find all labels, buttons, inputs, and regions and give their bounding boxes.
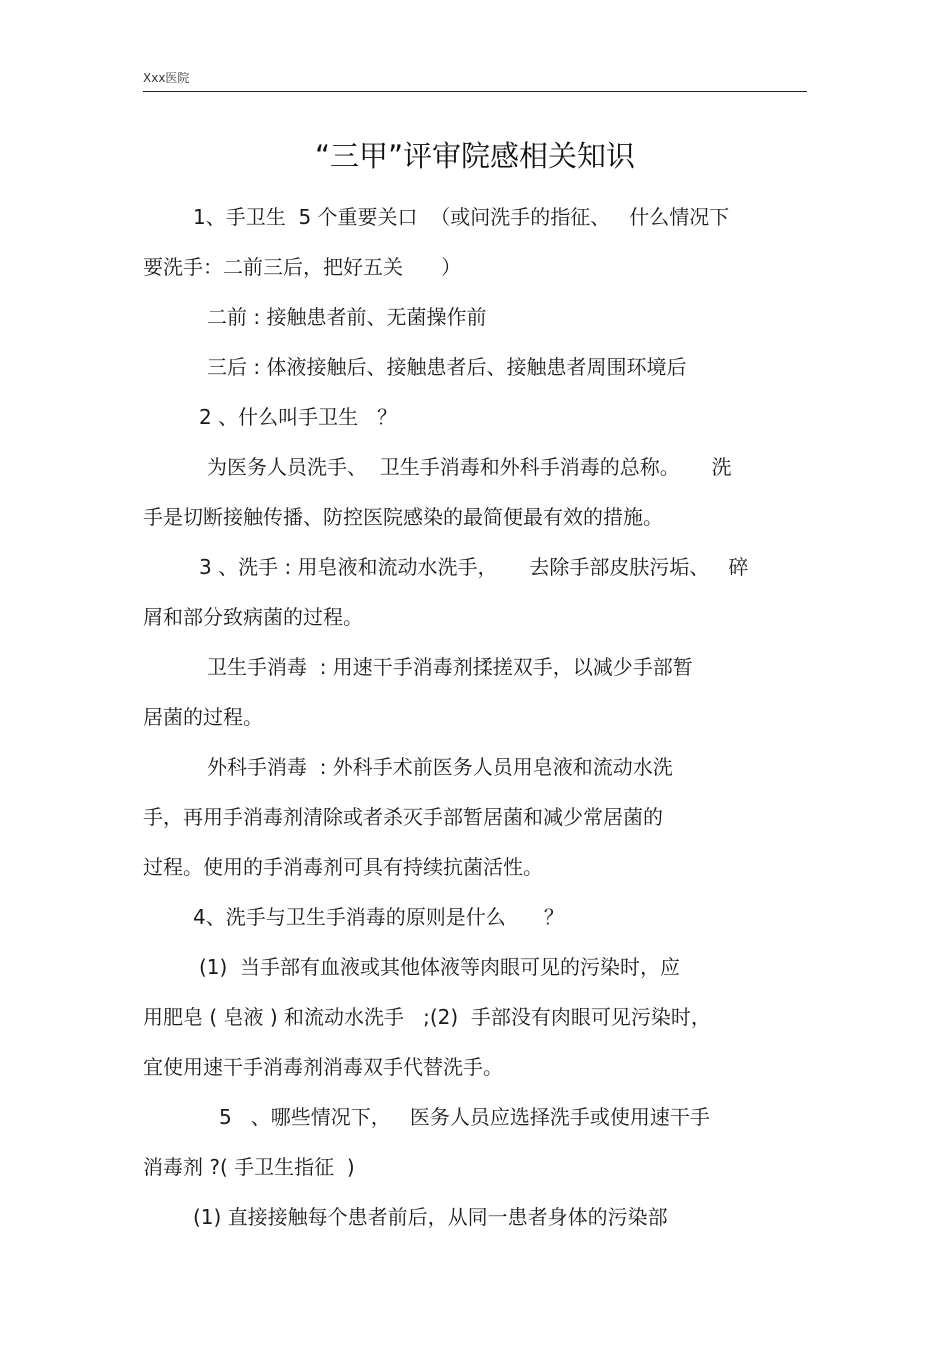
text-line: 为医务人员洗手、 卫生手消毒和外科手消毒的总称。 洗 xyxy=(207,455,732,479)
text-line: 消毒剂 ?( 手卫生指征 ) xyxy=(143,1155,355,1179)
text-line: 二前 : 接触患者前、无菌操作前 xyxy=(207,305,487,329)
text-line: 手是切断接触传播、防控医院感染的最简便最有效的措施。 xyxy=(143,505,663,529)
text-line: 外科手消毒 : 外科手术前医务人员用皂液和流动水洗 xyxy=(207,755,673,779)
text-line: 用肥皂 ( 皂液 ) 和流动水洗手 ;(2) 手部没有肉眼可见污染时， xyxy=(143,1005,711,1029)
text-line: 卫生手消毒 : 用速干手消毒剂揉搓双手，以减少手部暂 xyxy=(207,655,693,679)
text-line: 居菌的过程。 xyxy=(143,705,263,729)
document-title: “三甲”评审院感相关知识 xyxy=(314,139,636,173)
text-line: 手，再用手消毒剂清除或者杀灭手部暂居菌和减少常居菌的 xyxy=(143,805,663,829)
text-line: 4、洗手与卫生手消毒的原则是什么 ？ xyxy=(193,905,564,929)
text-line: 宜使用速干手消毒剂消毒双手代替洗手。 xyxy=(143,1055,503,1079)
text-line: (1) 直接接触每个患者前后，从同一患者身体的污染部 xyxy=(193,1205,668,1229)
text-line: 5 、哪些情况下， 医务人员应选择洗手或使用速干手 xyxy=(219,1105,710,1129)
page-header-hospital: Xxx医院 xyxy=(143,71,190,85)
text-line: 过程。使用的手消毒剂可具有持续抗菌活性。 xyxy=(143,855,543,879)
text-line: 2 、什么叫手卫生 ？ xyxy=(199,405,398,429)
text-line: (1) 当手部有血液或其他体液等肉眼可见的污染时，应 xyxy=(199,955,681,979)
header-divider xyxy=(143,91,807,92)
text-line: 三后 : 体液接触后、接触患者后、接触患者周围环境后 xyxy=(207,355,687,379)
text-line: 要洗手：二前三后，把好五关 ） xyxy=(143,255,462,279)
text-line: 3 、洗手 : 用皂液和流动水洗手， 去除手部皮肤污垢、 碎 xyxy=(199,555,749,579)
text-line: 1、手卫生 5 个重要关口 （或问洗手的指征、 什么情况下 xyxy=(193,205,730,229)
text-line: 屑和部分致病菌的过程。 xyxy=(143,605,363,629)
